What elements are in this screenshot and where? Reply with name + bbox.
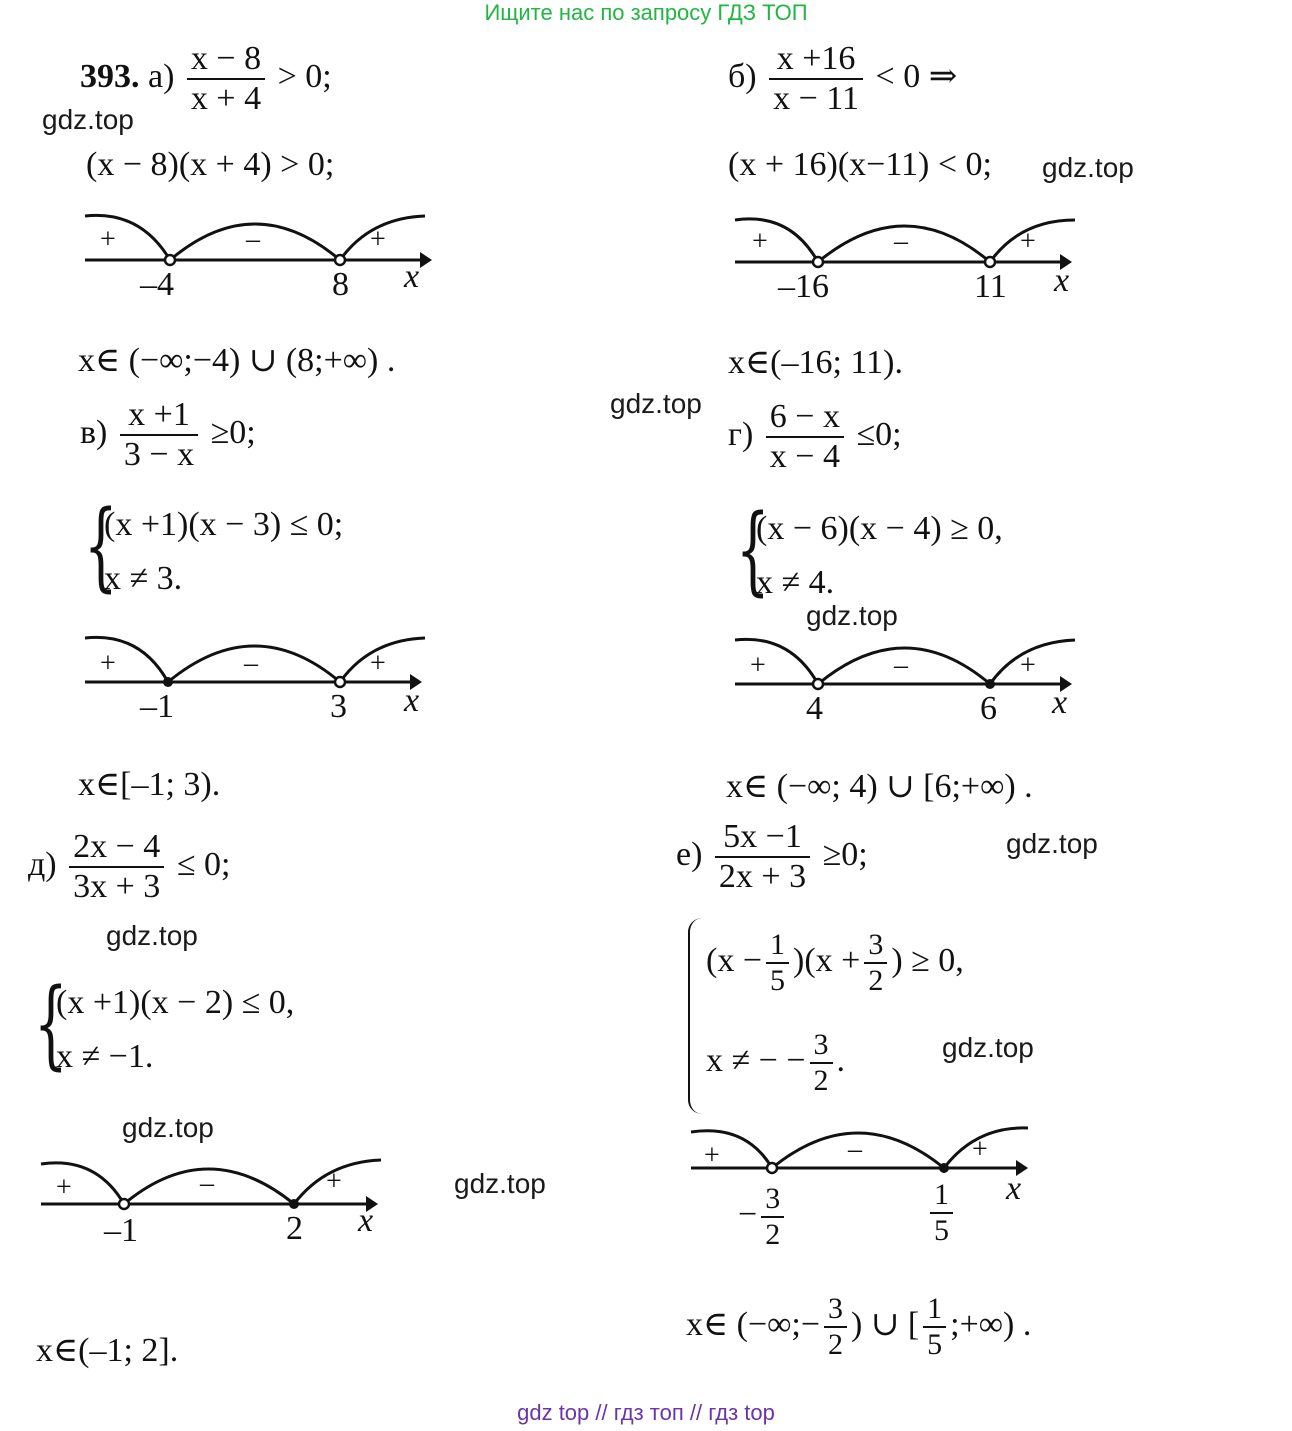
sign-label: + bbox=[370, 224, 386, 255]
number-line-g bbox=[730, 634, 1090, 727]
system-brace: { bbox=[34, 968, 68, 1080]
problem-b-statement bbox=[728, 42, 957, 116]
relation: ≤0; bbox=[856, 415, 902, 453]
axis-point: 8 bbox=[332, 266, 349, 303]
axis-point: –1 bbox=[140, 688, 174, 725]
axis-point: $\frac{1}{5}$ bbox=[926, 1180, 957, 1246]
watermark: gdz.top bbox=[454, 1168, 546, 1199]
sign-label: + bbox=[1020, 650, 1036, 681]
part-label: а) bbox=[148, 57, 175, 95]
axis-variable: x bbox=[404, 682, 420, 719]
system-line: x ≠ −1. bbox=[56, 1038, 154, 1075]
relation: > 0; bbox=[277, 57, 332, 95]
problem-g-statement bbox=[728, 400, 902, 474]
watermark: gdz.top bbox=[806, 600, 898, 631]
watermark: gdz.top bbox=[1042, 152, 1134, 183]
system-brace: { bbox=[84, 490, 118, 602]
system-brace bbox=[688, 918, 704, 1114]
sign-label: – bbox=[244, 648, 258, 679]
axis-variable: x bbox=[1006, 1170, 1022, 1207]
axis-point: –16 bbox=[778, 268, 829, 305]
answer-d: x∈(–1; 2]. bbox=[36, 1332, 179, 1369]
sign-label: + bbox=[370, 648, 386, 679]
part-label: б) bbox=[728, 57, 757, 95]
sign-label: + bbox=[326, 1166, 342, 1197]
system-line: (x +1)(x − 2) ≤ 0, bbox=[56, 984, 295, 1021]
system-line: x ≠ 4. bbox=[756, 564, 835, 601]
sign-label: + bbox=[972, 1134, 988, 1165]
fraction: $\frac{x +1}{3 - x}$ bbox=[120, 398, 198, 472]
sign-label: + bbox=[100, 224, 116, 255]
axis-point: − $\frac{3}{2}$ bbox=[738, 1184, 788, 1250]
fraction: $\frac{2x - 4}{3x + 3}$ bbox=[69, 830, 164, 904]
system-line: (x − $\frac{1}{5}$ )(x + $\frac{3}{2}$ ) ≥ 0, bbox=[706, 928, 964, 997]
top-banner[interactable]: Ищите нас по запросу ГДЗ ТОП bbox=[484, 0, 808, 25]
relation: ≤ 0; bbox=[176, 845, 231, 883]
part-label: г) bbox=[728, 415, 754, 453]
axis-point: –4 bbox=[140, 266, 174, 303]
relation: ≥0; bbox=[822, 835, 868, 873]
problem-number: 393. bbox=[80, 57, 140, 95]
watermark: gdz.top bbox=[610, 388, 702, 419]
axis-point: 6 bbox=[980, 690, 997, 727]
sign-label: + bbox=[752, 226, 768, 257]
part-label: е) bbox=[676, 835, 703, 873]
system-brace: { bbox=[736, 494, 770, 606]
problem-a-step: (x − 8)(x + 4) > 0; bbox=[86, 146, 335, 183]
axis-point: –1 bbox=[104, 1212, 138, 1249]
sign-label: + bbox=[100, 648, 116, 679]
answer-v: x∈[–1; 3). bbox=[78, 766, 221, 803]
problem-v-statement bbox=[80, 398, 256, 472]
system-line: x ≠ 3. bbox=[104, 560, 183, 597]
footer-links[interactable]: gdz top // гдз топ // гдз top bbox=[517, 1400, 775, 1425]
system-line: x ≠ − − $\frac{3}{2}$ . bbox=[706, 1028, 846, 1097]
watermark: gdz.top bbox=[1006, 828, 1098, 859]
part-label: в) bbox=[80, 413, 108, 451]
axis-point: 11 bbox=[974, 268, 1007, 305]
answer-b: x∈(–16; 11). bbox=[728, 344, 903, 381]
axis-point: 2 bbox=[286, 1210, 303, 1247]
axis-variable: x bbox=[358, 1202, 374, 1239]
sign-label: + bbox=[750, 650, 766, 681]
axis-variable: x bbox=[1052, 684, 1068, 721]
problem-e-statement bbox=[676, 820, 868, 894]
answer-a: x∈ (−∞;−4) ∪ (8;+∞) . bbox=[78, 342, 396, 379]
watermark: gdz.top bbox=[106, 920, 198, 951]
number-line-v bbox=[80, 632, 440, 725]
sign-label: – bbox=[894, 650, 908, 681]
fraction: $\frac{x +16}{x - 11}$ bbox=[769, 42, 863, 116]
axis-variable: x bbox=[1054, 262, 1070, 299]
fraction: $\frac{x - 8}{x + 4}$ bbox=[187, 42, 265, 116]
part-label: д) bbox=[28, 845, 57, 883]
sign-label: – bbox=[200, 1168, 214, 1199]
problem-b-step: (x + 16)(x−11) < 0; bbox=[728, 146, 992, 183]
number-line-d bbox=[36, 1154, 396, 1247]
watermark: gdz.top bbox=[942, 1032, 1034, 1063]
sign-label: + bbox=[56, 1172, 72, 1203]
sign-label: – bbox=[894, 226, 908, 257]
problem-d-statement bbox=[28, 830, 230, 904]
fraction: $\frac{6 - x}{x - 4}$ bbox=[766, 400, 844, 474]
watermark: gdz.top bbox=[42, 104, 134, 135]
sign-label: – bbox=[848, 1134, 862, 1165]
axis-point: 3 bbox=[330, 688, 347, 725]
number-line-a bbox=[80, 210, 440, 303]
system-line: (x − 6)(x − 4) ≥ 0, bbox=[756, 510, 1003, 547]
sign-label: + bbox=[704, 1140, 720, 1171]
axis-point: 4 bbox=[806, 690, 823, 727]
sign-label: + bbox=[1020, 226, 1036, 257]
sign-label: – bbox=[246, 224, 260, 255]
system-line: (x +1)(x − 3) ≤ 0; bbox=[104, 506, 344, 543]
problem-a-statement bbox=[80, 42, 332, 116]
axis-variable: x bbox=[404, 258, 420, 295]
answer-g: x∈ (−∞; 4) ∪ [6;+∞) . bbox=[726, 768, 1033, 805]
relation: < 0 ⇒ bbox=[875, 57, 958, 95]
relation: ≥0; bbox=[210, 413, 256, 451]
watermark: gdz.top bbox=[122, 1112, 214, 1143]
answer-e: x∈ (−∞;− $\frac{3}{2}$ ) ∪ [ $\frac{1}{5}$ ;+∞) . bbox=[686, 1292, 1032, 1361]
fraction: $\frac{5x -1}{2x + 3}$ bbox=[715, 820, 810, 894]
